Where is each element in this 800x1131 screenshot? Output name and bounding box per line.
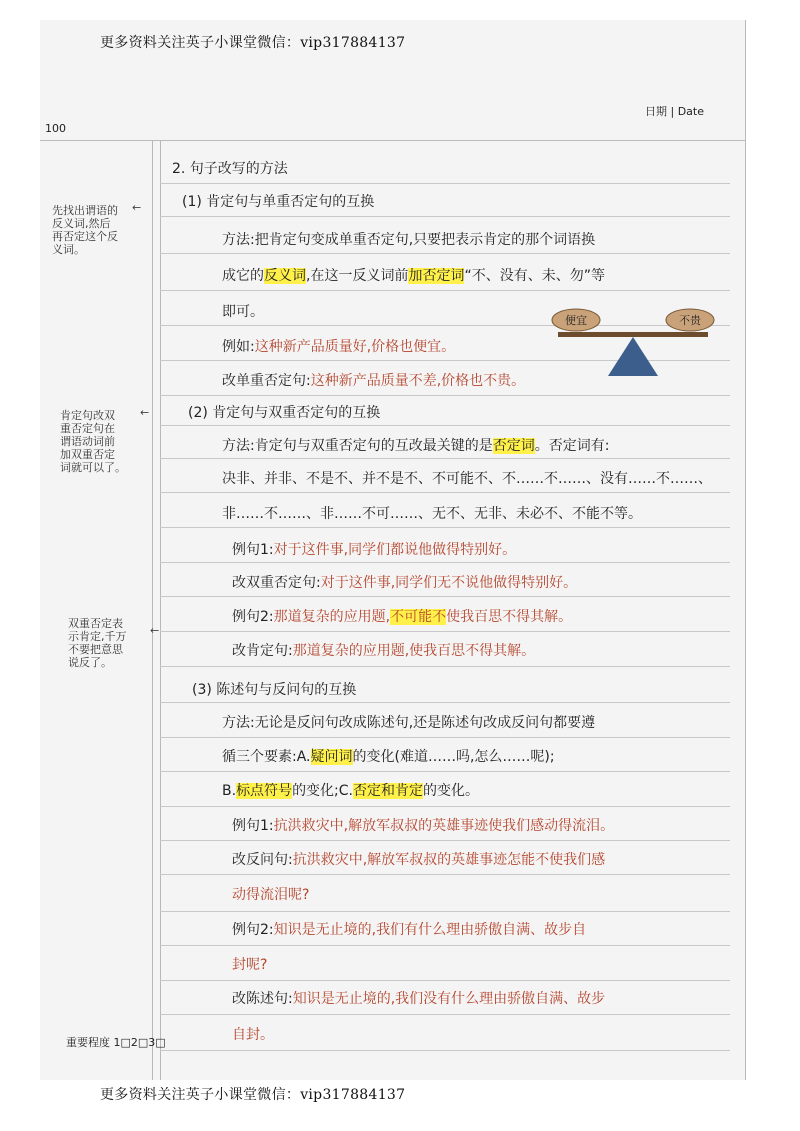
margin-line-2 <box>160 140 161 1080</box>
heading-2: (2) 肯定句与双重否定句的互换 <box>188 405 381 421</box>
label: 例句2: <box>232 922 274 938</box>
rule <box>160 183 730 184</box>
example-text: 使我百思不得其解。 <box>446 609 573 625</box>
note-line: 反义词,然后 <box>52 217 111 230</box>
example-text: 抗洪救灾中,解放军叔叔的英雄事迹使我们感动得流泪。 <box>273 818 615 834</box>
label: 改肯定句: <box>232 643 293 659</box>
example-text: 封呢? <box>232 957 268 973</box>
rewrite <box>232 642 535 660</box>
method-text: 非……不……、非……不可……、无不、无非、未必不、不能不等。 <box>222 506 642 522</box>
label: 改双重否定句: <box>232 575 321 591</box>
rule <box>160 911 730 912</box>
margin-line-1 <box>152 140 153 1080</box>
text: 的变化。 <box>423 783 480 799</box>
example-text: 对于这件事,同学们无不说他做得特别好。 <box>320 575 578 591</box>
text: 成它的 <box>222 268 264 284</box>
importance-label: 重要程度 1□2□3□ <box>66 1036 166 1049</box>
method-text: 即可。 <box>222 304 264 320</box>
example <box>232 608 572 626</box>
rule <box>160 253 730 254</box>
rule <box>160 702 730 703</box>
rule <box>160 216 730 217</box>
rule <box>160 1050 730 1051</box>
example-text: 动得流泪呢? <box>232 887 310 903</box>
text: ,在这一反义词前 <box>306 268 409 284</box>
scale-beam <box>558 332 708 337</box>
rule <box>160 596 730 597</box>
text: B. <box>222 783 237 799</box>
label: 例句2: <box>232 609 274 625</box>
text: “不、没有、未、勿”等 <box>464 268 605 284</box>
note-line: 加双重否定 <box>60 448 115 461</box>
rewrite <box>232 851 605 869</box>
note-line: 先找出谓语的 <box>52 204 118 217</box>
highlight: 疑问词 <box>310 749 353 765</box>
highlight: 否定和肯定 <box>353 783 424 799</box>
text: 的变化;C. <box>292 783 354 799</box>
rule <box>160 737 730 738</box>
rewrite <box>222 372 525 390</box>
text: 。否定词有: <box>534 438 610 454</box>
rule <box>160 492 730 493</box>
rewrite <box>232 574 577 592</box>
rule <box>160 666 730 667</box>
method-text <box>222 748 555 766</box>
text: 方法:肯定句与双重否定句的互改最关键的是 <box>222 438 493 454</box>
example-text: 这种新产品质量好,价格也便宜。 <box>254 339 456 355</box>
method-text: 决非、并非、不是不、并不是不、不可能不、不……不……、没有……不……、 <box>222 471 712 487</box>
scale-base <box>608 337 658 376</box>
watermark-top: 更多资料关注英子小课堂微信：vip317884137 <box>100 35 406 51</box>
rule <box>160 874 730 875</box>
note-line: 义词。 <box>52 243 85 256</box>
rewrite <box>232 990 605 1008</box>
example-text: 那道复杂的应用题,使我百思不得其解。 <box>292 643 536 659</box>
highlight: 加否定词 <box>408 268 465 284</box>
note-line: 说反了。 <box>68 656 112 669</box>
example <box>232 921 586 939</box>
rule <box>160 631 730 632</box>
method-text <box>222 782 479 800</box>
example <box>222 338 455 356</box>
rule <box>160 562 730 563</box>
example-text: 那道复杂的应用题, <box>273 609 391 625</box>
margin-note-1 <box>52 204 118 256</box>
example-text: 抗洪救灾中,解放军叔叔的英雄事迹怎能不使我们感 <box>292 852 606 868</box>
rule <box>160 840 730 841</box>
text: 循三个要素:A. <box>222 749 311 765</box>
rule <box>160 527 730 528</box>
note-line: 谓语动词前 <box>60 435 115 448</box>
label: 例句1: <box>232 818 274 834</box>
rule <box>160 458 730 459</box>
note-line: 不要把意思 <box>68 643 123 656</box>
highlight: 标点符号 <box>236 783 293 799</box>
top-rule <box>40 140 745 141</box>
arrow-icon: ← <box>150 624 160 637</box>
arrow-icon: ← <box>132 201 142 214</box>
label: 改陈述句: <box>232 991 293 1007</box>
method-text <box>222 267 605 285</box>
method-text: 方法:无论是反问句改成陈述句,还是陈述句改成反问句都要遵 <box>222 715 596 731</box>
rule <box>160 1014 730 1015</box>
scale-left-label: 便宜 <box>565 314 587 327</box>
example-text: 这种新产品质量不差,价格也不贵。 <box>310 373 526 389</box>
label: 例句1: <box>232 542 274 558</box>
note-line: 示肯定,千万 <box>68 630 127 643</box>
note-line: 再否定这个反 <box>52 230 118 243</box>
highlight: 不可能不 <box>390 609 447 625</box>
text: 的变化(难道……吗,怎么……呢); <box>352 749 555 765</box>
rule <box>160 980 730 981</box>
page-number: 100 <box>45 122 66 135</box>
margin-note-3 <box>68 617 127 669</box>
label: 例如: <box>222 339 255 355</box>
balance-scale-icon <box>548 306 718 381</box>
example <box>232 541 516 559</box>
watermark-bottom: 更多资料关注英子小课堂微信：vip317884137 <box>100 1087 406 1103</box>
heading-1: (1) 肯定句与单重否定句的互换 <box>182 194 375 210</box>
method-text: 方法:把肯定句变成单重否定句,只要把表示肯定的那个词语换 <box>222 232 596 248</box>
highlight: 反义词 <box>264 268 306 284</box>
margin-note-2 <box>60 409 126 474</box>
scale-right-label: 不贵 <box>679 314 701 327</box>
note-line: 肯定句改双 <box>60 409 115 422</box>
date-label: 日期 | Date <box>645 105 704 118</box>
rule <box>160 395 730 396</box>
note-line: 重否定句在 <box>60 422 115 435</box>
note-line: 双重否定表 <box>68 617 123 630</box>
rule <box>160 771 730 772</box>
example-text: 知识是无止境的,我们有什么理由骄傲自满、故步自 <box>273 922 587 938</box>
example-text: 自封。 <box>232 1027 274 1043</box>
example <box>232 817 614 835</box>
page-edge <box>745 20 746 1080</box>
rule <box>160 945 730 946</box>
note-line: 词就可以了。 <box>60 461 126 474</box>
rule <box>160 806 730 807</box>
example-text: 知识是无止境的,我们没有什么理由骄傲自满、故步 <box>292 991 606 1007</box>
section-title: 2. 句子改写的方法 <box>172 161 288 177</box>
label: 改单重否定句: <box>222 373 311 389</box>
label: 改反问句: <box>232 852 293 868</box>
example-text: 对于这件事,同学们都说他做得特别好。 <box>273 542 517 558</box>
heading-3: (3) 陈述句与反问句的互换 <box>192 682 357 698</box>
arrow-icon: ← <box>140 406 150 419</box>
rule <box>160 425 730 426</box>
highlight: 否定词 <box>492 438 535 454</box>
rule <box>160 290 730 291</box>
method-text <box>222 437 609 455</box>
